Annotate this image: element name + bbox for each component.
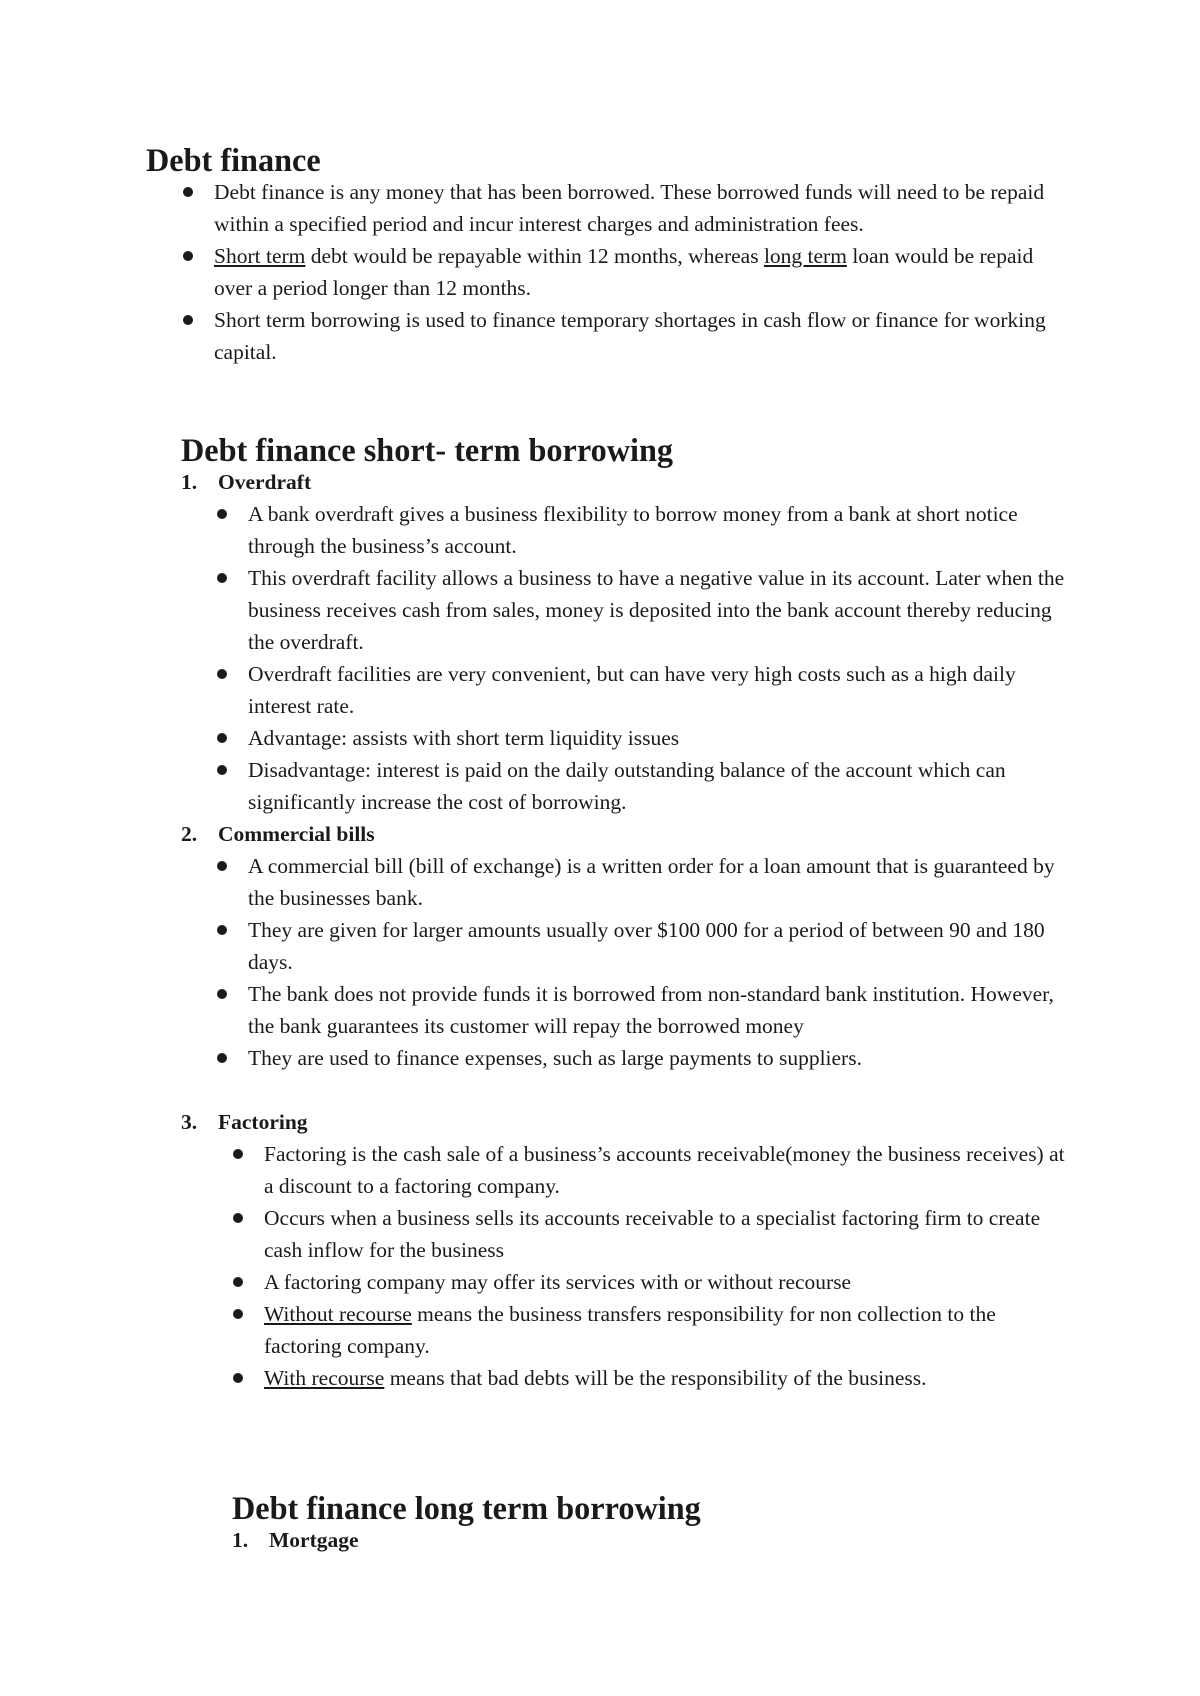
underlined-term: Without recourse [264,1302,412,1326]
bullet-icon [233,1309,243,1319]
commercial-bills-bullet-list [214,850,1074,1074]
underlined-term: long term [763,244,847,268]
bullet-icon [233,1277,243,1287]
list-item: Without recourse means the business transfers responsibility for non collection to the factoring company. [230,1298,1076,1362]
list-item: Short term borrowing is used to finance temporary shortages in cash flow or finance for working capital. [180,304,1070,368]
list-item: Short term debt would be repayable within 12 months, whereas long term loan would be repaid over a period longer than 12 months. [180,240,1070,304]
bullet-icon [233,1373,243,1383]
bullet-icon [217,765,227,775]
list-item: A commercial bill (bill of exchange) is a written order for a loan amount that is guaranteed by the businesses bank. [214,850,1074,914]
underlined-term: Short term [214,244,306,268]
bullet-icon [233,1213,243,1223]
list-item: Occurs when a business sells its accounts receivable to a specialist factoring firm to create cash inflow for the business [230,1202,1076,1266]
section-title-short-term: Debt finance short- term borrowing [181,432,674,468]
list-item: A factoring company may offer its services with or without recourse [230,1266,1076,1298]
list-item: The bank does not provide funds it is borrowed from non-standard bank institution. However, the bank guarantees its customer will repay the borrowed money [214,978,1074,1042]
list-item: Advantage: assists with short term liquidity issues [214,722,1074,754]
bullet-icon [217,509,227,519]
list-item: A bank overdraft gives a business flexibility to borrow money from a bank at short notice through the business’s account. [214,498,1074,562]
list-item: Factoring is the cash sale of a business’s accounts receivable(money the business receives) at a discount to a factoring company. [230,1138,1076,1202]
bullet-icon [217,1053,227,1063]
document-page: Debt finance Debt finance is any money that has been borrowed. These borrowed funds will need to be repaid within a specified period and incur interest charges and administration fees. Short term debt would be repayable within 12 months, whereas long term loan would be repaid over a period longer than 12 months. Short term borrowing is used to finance temporary shortages in cash flow or finance for working capital. Debt finance short- term borrowing 1. Overdraft A bank overdraft gives a business flexibility to borrow money from a bank at short notice through the business’s account. This overdraft facility allows a business to have a negative value in its account. Later when the business receives cash from sales, money is deposited into the bank account thereby reducing the overdraft. Overdraft facilities are very convenient, but can have very high costs such as a high daily interest rate. Advantage: assists with short term liquidity issues Disadvantage: interest is paid on the daily outstanding balance of the account which can significantly increase the cost of borrowing. 2. Commercial bills A commercial bill (bill of exchange) is a written order for a loan amount that is guaranteed by the businesses bank. They are given for larger amounts usually over $100 000 for a period of between 90 and 180 days. The bank does not provide funds it is borrowed from non-standard bank institution. However, the bank guarantees its customer will repay the borrowed money They are used to finance expenses, such as large payments to suppliers. 3. Factoring Factoring is the cash sale of a business’s accounts receivable(money the business receives) at a discount to a factoring company. Occurs when a business sells its accounts receivable to a specialist factoring firm to create cash inflow for the business A factoring company may offer its services with or without recourse Without recourse means the business transfers responsibility for non collection to the factoring company. With recourse means that bad debts will be the responsibility of the business. Debt finance long term borrowing 1. Mortgage [0,0,1200,1696]
bullet-icon [217,573,227,583]
bullet-icon [183,251,193,261]
list-item: With recourse means that bad debts will be the responsibility of the business. [230,1362,1076,1394]
section-title-long-term: Debt finance long term borrowing [232,1490,701,1526]
debt-finance-bullet-list [180,176,1070,368]
bullet-icon [217,669,227,679]
factoring-bullet-list [230,1138,1076,1394]
bullet-icon [183,315,193,325]
list-item: This overdraft facility allows a business to have a negative value in its account. Later when the business receives cash from sales, money is deposited into the bank account thereby reducing the overdraft. [214,562,1074,658]
list-item: They are used to finance expenses, such as large payments to suppliers. [214,1042,1074,1074]
bullet-icon [217,861,227,871]
overdraft-bullet-list [214,498,1074,818]
bullet-icon [183,187,193,197]
list-item: Disadvantage: interest is paid on the daily outstanding balance of the account which can significantly increase the cost of borrowing. [214,754,1074,818]
list-item: Overdraft facilities are very convenient, but can have very high costs such as a high daily interest rate. [214,658,1074,722]
bullet-icon [217,925,227,935]
underlined-term: With recourse [264,1366,385,1390]
list-item: They are given for larger amounts usually over $100 000 for a period of between 90 and 180 days. [214,914,1074,978]
bullet-icon [217,733,227,743]
bullet-icon [217,989,227,999]
section-title-debt-finance: Debt finance [146,142,321,178]
list-item: Debt finance is any money that has been borrowed. These borrowed funds will need to be repaid within a specified period and incur interest charges and administration fees. [180,176,1070,240]
bullet-icon [233,1149,243,1159]
